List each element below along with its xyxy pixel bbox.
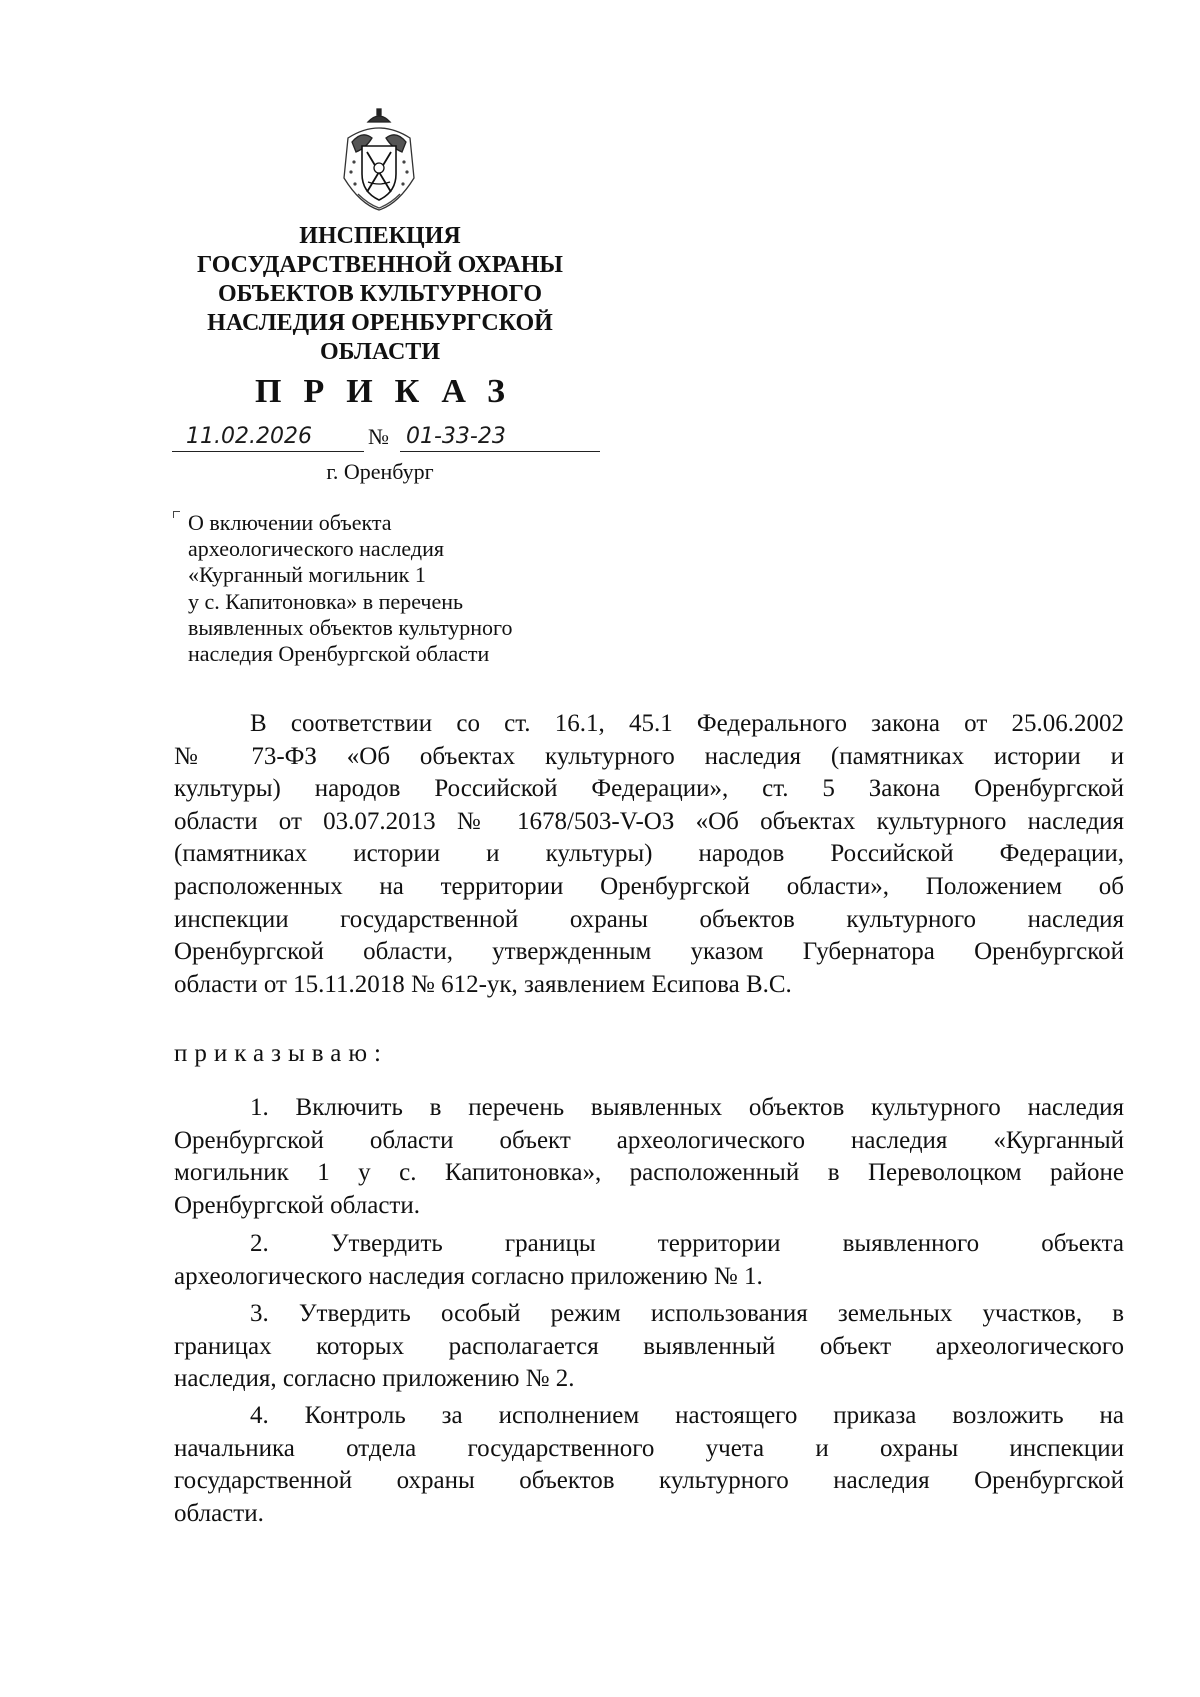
subject-line: наследия Оренбургской области [188,641,490,667]
item-line: границах которых располагается выявленный объект археологического [174,1332,1124,1360]
item-line: Оренбургской области. [174,1191,420,1219]
organization-name [160,222,600,367]
item-line: 4. Контроль за исполнением настоящего приказа возложить на [250,1402,1124,1429]
subject-line: у с. Капитоновка» в перечень [188,588,464,614]
subject-line: археологического наследия [188,536,444,562]
item-line: 3. Утвердить особый режим использования земельных участков, в [250,1300,1124,1327]
item-line: наследия, согласно приложению № 2. [174,1365,575,1393]
item-line: государственной охраны объектов культурного наследия Оренбургской [174,1467,1124,1495]
subject-corner-mark [173,511,180,518]
org-line: ИНСПЕКЦИЯ [299,223,461,249]
number-sign: № [368,424,389,449]
org-line: НАСЛЕДИЯ ОРЕНБУРГСКОЙ [207,310,553,336]
org-line: ГОСУДАРСТВЕННОЙ ОХРАНЫ [197,252,563,278]
subject-line: «Курганный могильник 1 [188,562,426,588]
item-line: Оренбургской области объект археологического наследия «Курганный [174,1126,1124,1154]
item-line: начальника отдела государственного учета и охраны инспекции [174,1434,1124,1462]
document-date: 11.02.2026 [172,422,364,452]
preamble-line: № 73-ФЗ «Об объектах культурного наследия (памятниках истории и [174,742,1124,770]
preamble-line: В соответствии со ст. 16.1, 45.1 Федерального закона от 25.06.2002 [250,710,1124,737]
order-word: приказываю: [174,1040,388,1067]
preamble-line: области от 03.07.2013 № 1678/503-V-ОЗ «Об объектах культурного наследия [174,807,1124,835]
document-number: 01-33-23 [400,422,600,452]
document-type-title: ПРИКАЗ [255,373,527,410]
subject-line: О включении объекта [188,510,392,535]
preamble-paragraph [174,708,1124,1001]
item-line: 2. Утвердить границы территории выявленного объекта [250,1230,1124,1257]
preamble-line: Оренбургской области, утвержденным указом Губернатора Оренбургской [174,938,1124,966]
preamble-line: расположенных на территории Оренбургской области», Положением об [174,872,1124,900]
preamble-line: (памятниках истории и культуры) народов Российской Федерации, [174,840,1124,868]
city: г. Оренбург [326,459,434,484]
order-item-2 [174,1228,1124,1293]
item-line: археологического наследия согласно приложению № 1. [174,1262,763,1290]
subject-line: выявленных объектов культурного [188,614,513,640]
order-item-4 [174,1400,1124,1530]
item-line: могильник 1 у с. Капитоновка», расположенный в Переволоцком районе [174,1159,1124,1187]
preamble-line: культуры) народов Российской Федерации», ст. 5 Закона Оренбургской [174,775,1124,803]
date-number-line [172,422,600,456]
org-line: ОБЪЕКТОВ КУЛЬТУРНОГО [217,281,543,307]
document-subject [188,510,608,667]
order-item-3 [174,1298,1124,1396]
item-line: области. [174,1499,264,1527]
coat-of-arms-emblem [338,108,420,212]
item-line: 1. Включить в перечень выявленных объектов культурного наследия [250,1094,1124,1121]
order-item-1 [174,1092,1124,1222]
preamble-line: области от 15.11.2018 № 612-ук, заявлением Есипова В.С. [174,970,792,998]
preamble-line: инспекции государственной охраны объектов культурного наследия [174,905,1124,933]
org-line: ОБЛАСТИ [320,339,440,365]
